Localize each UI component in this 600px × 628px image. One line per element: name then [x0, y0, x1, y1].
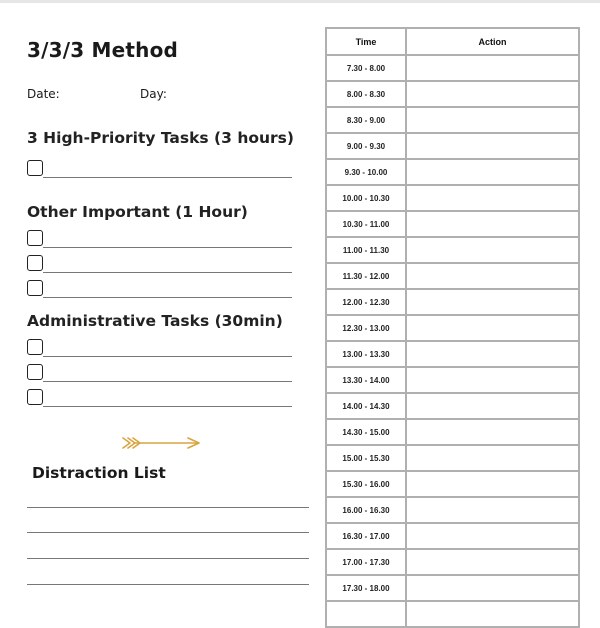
high-priority-task-1[interactable]	[27, 158, 292, 178]
time-slot: 11.00 - 11.30	[326, 237, 406, 263]
time-slot: 14.30 - 15.00	[326, 419, 406, 445]
time-slot: 12.00 - 12.30	[326, 289, 406, 315]
time-slot: 12.30 - 13.00	[326, 315, 406, 341]
checkbox[interactable]	[27, 339, 43, 355]
task-write-line[interactable]	[43, 406, 292, 407]
schedule-row	[326, 211, 579, 237]
time-slot: 16.00 - 16.30	[326, 497, 406, 523]
administrative-heading: Administrative Tasks (30min)	[27, 312, 283, 330]
action-cell[interactable]	[406, 289, 579, 315]
action-cell[interactable]	[406, 419, 579, 445]
task-write-line[interactable]	[43, 381, 292, 382]
distraction-line-3[interactable]	[27, 558, 309, 559]
action-cell[interactable]	[406, 341, 579, 367]
time-slot: 8.00 - 8.30	[326, 81, 406, 107]
task-write-line[interactable]	[43, 247, 292, 248]
checkbox[interactable]	[27, 389, 43, 405]
time-slot: 10.30 - 11.00	[326, 211, 406, 237]
time-slot: 15.00 - 15.30	[326, 445, 406, 471]
distraction-line-2[interactable]	[27, 532, 309, 533]
schedule-table	[325, 27, 580, 628]
schedule-row	[326, 107, 579, 133]
action-cell[interactable]	[406, 133, 579, 159]
distraction-list-heading: Distraction List	[32, 464, 166, 482]
time-slot: 11.30 - 12.00	[326, 263, 406, 289]
checkbox[interactable]	[27, 230, 43, 246]
schedule-row	[326, 81, 579, 107]
time-slot: 15.30 - 16.00	[326, 471, 406, 497]
time-slot: 7.30 - 8.00	[326, 55, 406, 81]
other-important-task-2[interactable]	[27, 253, 292, 273]
administrative-task-1[interactable]	[27, 337, 292, 357]
time-slot	[326, 601, 406, 627]
schedule-row	[326, 419, 579, 445]
schedule-row	[326, 367, 579, 393]
action-cell[interactable]	[406, 601, 579, 627]
task-write-line[interactable]	[43, 297, 292, 298]
other-important-task-3[interactable]	[27, 278, 292, 298]
day-label: Day:	[140, 87, 167, 101]
distraction-line-4[interactable]	[27, 584, 309, 585]
time-slot: 13.00 - 13.30	[326, 341, 406, 367]
time-slot: 13.30 - 14.00	[326, 367, 406, 393]
task-write-line[interactable]	[43, 356, 292, 357]
schedule-row	[326, 575, 579, 601]
checkbox[interactable]	[27, 280, 43, 296]
checkbox[interactable]	[27, 255, 43, 271]
schedule-row	[326, 185, 579, 211]
schedule-row	[326, 289, 579, 315]
high-priority-heading: 3 High-Priority Tasks (3 hours)	[27, 129, 294, 147]
other-important-task-1[interactable]	[27, 228, 292, 248]
action-cell[interactable]	[406, 575, 579, 601]
action-cell[interactable]	[406, 523, 579, 549]
schedule-row	[326, 523, 579, 549]
schedule-row	[326, 471, 579, 497]
schedule-header-row	[326, 28, 579, 55]
task-write-line[interactable]	[43, 272, 292, 273]
action-cell[interactable]	[406, 393, 579, 419]
action-cell[interactable]	[406, 107, 579, 133]
schedule-row	[326, 497, 579, 523]
schedule-row	[326, 315, 579, 341]
administrative-task-3[interactable]	[27, 387, 292, 407]
action-cell[interactable]	[406, 445, 579, 471]
schedule-row	[326, 133, 579, 159]
time-slot: 14.00 - 14.30	[326, 393, 406, 419]
action-cell[interactable]	[406, 159, 579, 185]
other-important-heading: Other Important (1 Hour)	[27, 203, 248, 221]
action-cell[interactable]	[406, 549, 579, 575]
time-slot: 9.00 - 9.30	[326, 133, 406, 159]
schedule-row	[326, 341, 579, 367]
action-cell[interactable]	[406, 185, 579, 211]
schedule-row	[326, 393, 579, 419]
schedule-row	[326, 601, 579, 627]
action-cell[interactable]	[406, 471, 579, 497]
schedule-row	[326, 445, 579, 471]
page-title: 3/3/3 Method	[27, 38, 179, 62]
time-slot: 17.30 - 18.00	[326, 575, 406, 601]
action-cell[interactable]	[406, 497, 579, 523]
schedule-row	[326, 263, 579, 289]
time-slot: 10.00 - 10.30	[326, 185, 406, 211]
time-slot: 17.00 - 17.30	[326, 549, 406, 575]
distraction-line-1[interactable]	[27, 507, 309, 508]
action-cell[interactable]	[406, 211, 579, 237]
schedule-row	[326, 549, 579, 575]
administrative-task-2[interactable]	[27, 362, 292, 382]
time-slot: 16.30 - 17.00	[326, 523, 406, 549]
action-cell[interactable]	[406, 81, 579, 107]
date-label: Date:	[27, 87, 60, 101]
task-write-line[interactable]	[43, 177, 292, 178]
golden-arrow-icon	[120, 432, 204, 454]
action-cell[interactable]	[406, 367, 579, 393]
time-slot: 8.30 - 9.00	[326, 107, 406, 133]
checkbox[interactable]	[27, 364, 43, 380]
action-cell[interactable]	[406, 263, 579, 289]
time-column-header: Time	[326, 28, 406, 55]
action-column-header: Action	[406, 28, 579, 55]
checkbox[interactable]	[27, 160, 43, 176]
time-slot: 9.30 - 10.00	[326, 159, 406, 185]
schedule-row	[326, 159, 579, 185]
action-cell[interactable]	[406, 315, 579, 341]
action-cell[interactable]	[406, 55, 579, 81]
action-cell[interactable]	[406, 237, 579, 263]
schedule-row	[326, 237, 579, 263]
schedule-row	[326, 55, 579, 81]
